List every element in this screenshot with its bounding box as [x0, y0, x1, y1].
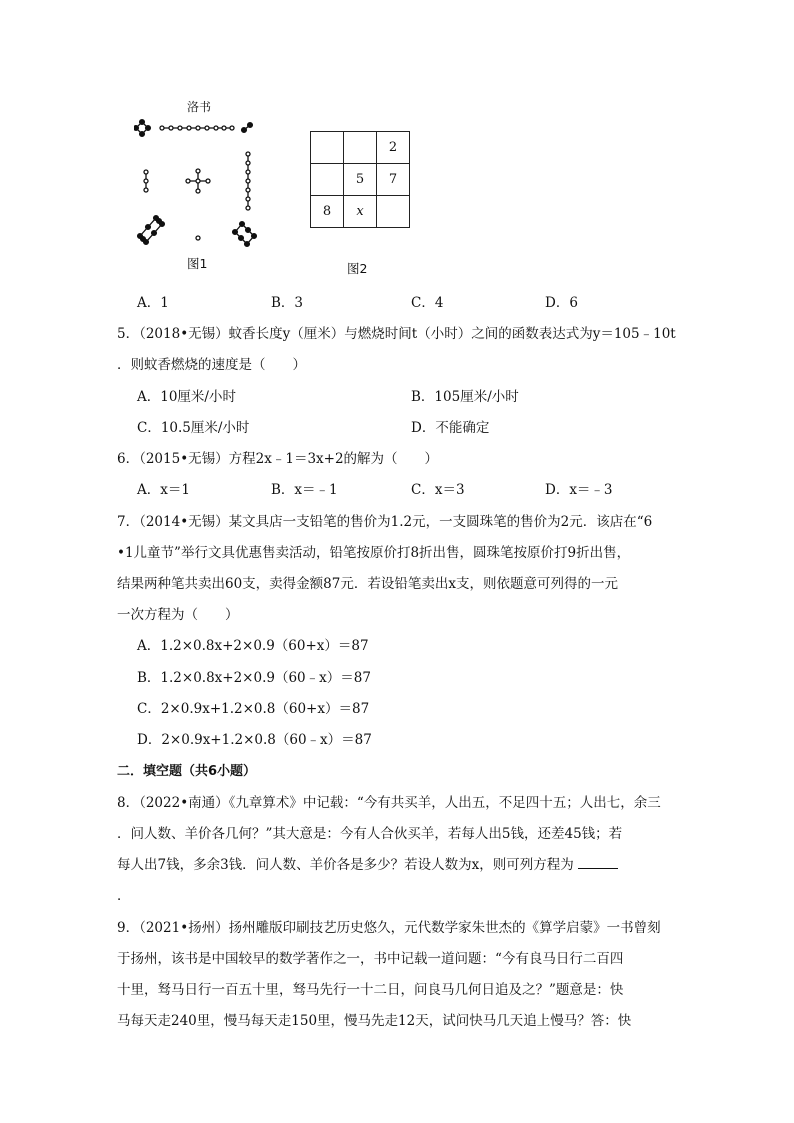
q8-stem-line4: ．: [117, 888, 131, 904]
grid-cell: 2: [377, 132, 410, 164]
q6-option-b: B．x＝﹣1: [271, 482, 338, 498]
luoshu-diagram: [134, 116, 264, 251]
grid-cell: 7: [377, 164, 410, 196]
q9-stem-line4: 马每天走240里，慢马每天走150里，慢马先走12天，试问快马几天追上慢马？答：快: [117, 1013, 632, 1029]
grid-cell: x: [344, 196, 377, 228]
q5-stem-line1: 5．（2018•无锡）蚊香长度y（厘米）与燃烧时间t（小时）之间的函数表达式为y＝105﹣10t: [117, 326, 676, 342]
magic-square-grid: [310, 131, 410, 228]
q9-stem-line1: 9．（2021•扬州）扬州雕版印刷技艺历史悠久，元代数学家朱世杰的《算学启蒙》一书曾刻: [117, 920, 661, 936]
q7-stem-line4: 一次方程为（ ）: [117, 607, 239, 623]
q4-option-d: D．6: [545, 295, 578, 311]
grid-cell: [311, 132, 344, 164]
answer-blank[interactable]: [578, 856, 618, 869]
q7-stem-line3: 结果两种笔共卖出60支，卖得金额87元．若设铅笔卖出x支，则依题意可列得的一元: [117, 576, 618, 592]
q7-option-d: D．2×0.9x+1.2×0.8（60﹣x）＝87: [137, 732, 372, 748]
grid-cell: [377, 196, 410, 228]
q6-option-c: C．x＝3: [411, 482, 465, 498]
q4-option-c: C．4: [411, 295, 444, 311]
grid-cell: [344, 132, 377, 164]
q7-option-a: A．1.2×0.8x+2×0.9（60+x）＝87: [137, 638, 369, 654]
q5-option-c: C．10.5厘米/小时: [137, 420, 250, 436]
q8-stem-line1: 8．（2022•南通）《九章算术》中记载：“今有共买羊，人出五，不足四十五；人出七，余三: [117, 795, 661, 811]
grid-cell: 8: [311, 196, 344, 228]
section-heading: 二．填空题（共6小题）: [117, 764, 257, 779]
q7-option-b: B．1.2×0.8x+2×0.9（60﹣x）＝87: [137, 670, 371, 686]
q6-stem: 6．（2015•无锡）方程2x﹣1＝3x+2的解为（ ）: [117, 451, 439, 467]
q5-option-a: A．10厘米/小时: [137, 389, 236, 405]
grid-cell: 5: [344, 164, 377, 196]
q9-stem-line3: 十里，驽马日行一百五十里，驽马先行一十二日，问良马几何日追及之？”题意是：快: [117, 982, 624, 998]
q9-stem-line2: 于扬州，该书是中国较早的数学著作之一，书中记载一道问题：“今有良马日行二百四: [117, 951, 624, 967]
q7-option-c: C．2×0.9x+1.2×0.8（60+x）＝87: [137, 701, 370, 717]
q6-option-d: D．x＝﹣3: [545, 482, 613, 498]
q5-option-b: B．105厘米/小时: [411, 389, 519, 405]
q4-option-b: B．3: [271, 295, 304, 311]
grid-cell: [311, 164, 344, 196]
figure2-caption: 图2: [347, 261, 368, 276]
q8-stem-line2: ．问人数、羊价各几何？”其大意是：今有人合伙买羊，若每人出5钱，还差45钱；若: [117, 826, 623, 842]
figure1-title: 洛书: [187, 100, 212, 114]
q8-line3-text: 每人出7钱，多余3钱．问人数、羊价各是多少？若设人数为x，则可列方程为: [117, 857, 574, 873]
q7-stem-line2: •1儿童节”举行文具优惠售卖活动，铅笔按原价打8折出售，圆珠笔按原价打9折出售，: [117, 545, 631, 561]
q4-option-a: A．1: [137, 295, 169, 311]
q7-stem-line1: 7．（2014•无锡）某文具店一支铅笔的售价为1.2元，一支圆珠笔的售价为2元．该店在“6: [117, 514, 653, 530]
q6-option-a: A．x＝1: [137, 482, 190, 498]
q5-option-d: D．不能确定: [411, 420, 490, 436]
q5-stem-line2: ．则蚊香燃烧的速度是（ ）: [117, 357, 306, 373]
figure1-caption: 图1: [187, 256, 208, 271]
q8-stem-line3: [117, 853, 618, 873]
